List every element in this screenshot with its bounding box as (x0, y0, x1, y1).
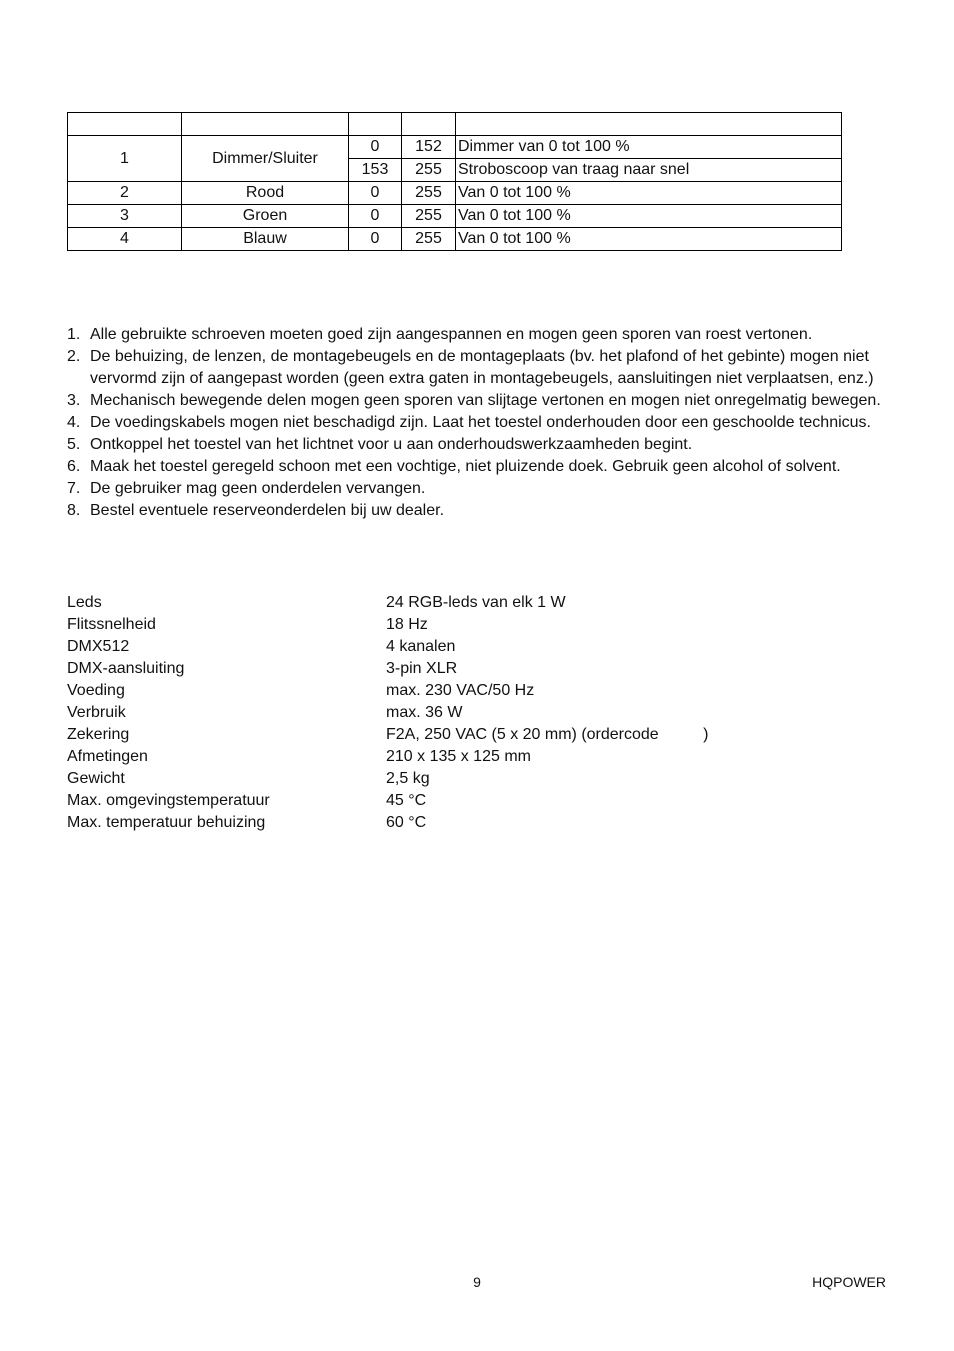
spec-value: max. 230 VAC/50 Hz (386, 682, 535, 699)
spec-key: DMX512 (67, 638, 130, 655)
spec-row (67, 768, 767, 790)
function-cell: Groen (182, 205, 349, 228)
spec-key: Max. omgevingstemperatuur (67, 792, 270, 809)
table-row (68, 228, 842, 251)
spec-key: Flitssnelheid (67, 616, 156, 633)
spec-value: 24 RGB-leds van elk 1 W (386, 594, 566, 611)
table-header-cell (182, 113, 349, 136)
range-from-cell: 0 (349, 182, 402, 205)
brand-footer: HQPOWER (812, 1274, 886, 1290)
list-item-number: 3. (67, 392, 81, 409)
description-cell: Dimmer van 0 tot 100 % (456, 136, 842, 159)
spec-value: F2A, 250 VAC (5 x 20 mm) (ordercode ) (386, 726, 709, 743)
list-item (67, 390, 887, 412)
description-cell: Van 0 tot 100 % (456, 228, 842, 251)
spec-row (67, 680, 767, 702)
spec-key: DMX-aansluiting (67, 660, 185, 677)
list-item-text: De gebruiker mag geen onderdelen vervangen. (90, 480, 426, 497)
list-item-number: 1. (67, 326, 81, 343)
spec-row (67, 746, 767, 768)
list-item (67, 324, 887, 346)
spec-value: 60 °C (386, 814, 427, 831)
list-item-text: Mechanisch bewegende delen mogen geen sporen van slijtage vertonen en mogen niet onregelmatig bewegen. (90, 392, 881, 409)
list-item-text: De behuizing, de lenzen, de montagebeugels en de montageplaats (bv. het plafond of het gebinte) mogen niet vervormd zijn of aangepast worden (geen extra gaten in montagebeugels, aansluitingen niet verplaatsen, enz.) (90, 348, 874, 387)
list-item-text: De voedingskabels mogen niet beschadigd zijn. Laat het toestel onderhouden door een geschoolde technicus. (90, 414, 871, 431)
list-item (67, 500, 887, 522)
spec-row (67, 702, 767, 724)
range-from-cell: 153 (349, 159, 402, 182)
spec-row (67, 658, 767, 680)
spec-row (67, 636, 767, 658)
spec-value: 4 kanalen (386, 638, 456, 655)
spec-row (67, 724, 767, 746)
function-cell: Blauw (182, 228, 349, 251)
table-header-cell (402, 113, 456, 136)
spec-row (67, 790, 767, 812)
spec-value: max. 36 W (386, 704, 463, 721)
description-cell: Van 0 tot 100 % (456, 205, 842, 228)
function-cell: Dimmer/Sluiter (182, 136, 349, 182)
list-item-number: 8. (67, 502, 81, 519)
list-item-number: 5. (67, 436, 81, 453)
spec-key: Leds (67, 594, 102, 611)
table-header-cell (456, 113, 842, 136)
list-item-text: Maak het toestel geregeld schoon met een vochtige, niet pluizende doek. Gebruik geen alcohol of solvent. (90, 458, 841, 475)
maintenance-list (67, 324, 887, 522)
range-to-cell: 255 (402, 205, 456, 228)
spec-key: Zekering (67, 726, 130, 743)
range-to-cell: 255 (402, 159, 456, 182)
channel-cell: 1 (68, 136, 182, 182)
description-cell: Van 0 tot 100 % (456, 182, 842, 205)
table-header-cell (349, 113, 402, 136)
list-item (67, 456, 887, 478)
range-to-cell: 255 (402, 228, 456, 251)
list-item (67, 478, 887, 500)
range-to-cell: 152 (402, 136, 456, 159)
list-item-number: 4. (67, 414, 81, 431)
list-item (67, 412, 887, 434)
list-item-number: 2. (67, 348, 81, 365)
spec-value: 3-pin XLR (386, 660, 458, 677)
table-row (68, 182, 842, 205)
list-item-number: 6. (67, 458, 81, 475)
list-item-text: Alle gebruikte schroeven moeten goed zijn aangespannen en mogen geen sporen van roest vertonen. (90, 326, 813, 343)
range-from-cell: 0 (349, 228, 402, 251)
spec-row (67, 614, 767, 636)
table-row (68, 136, 842, 159)
spec-value: 210 x 135 x 125 mm (386, 748, 531, 765)
table-header-cell (68, 113, 182, 136)
channel-cell: 2 (68, 182, 182, 205)
range-from-cell: 0 (349, 136, 402, 159)
spec-value: 45 °C (386, 792, 427, 809)
range-to-cell: 255 (402, 182, 456, 205)
channel-cell: 3 (68, 205, 182, 228)
list-item-number: 7. (67, 480, 81, 497)
table-row (68, 205, 842, 228)
list-item (67, 434, 887, 456)
spec-key: Verbruik (67, 704, 126, 721)
spec-key: Voeding (67, 682, 125, 699)
spec-key: Gewicht (67, 770, 125, 787)
channel-cell: 4 (68, 228, 182, 251)
spec-key: Max. temperatuur behuizing (67, 814, 266, 831)
list-item-text: Bestel eventuele reserveonderdelen bij uw dealer. (90, 502, 445, 519)
range-from-cell: 0 (349, 205, 402, 228)
description-cell: Stroboscoop van traag naar snel (456, 159, 842, 182)
page-number: 9 (473, 1274, 481, 1290)
list-item (67, 346, 887, 390)
spec-row (67, 592, 767, 614)
spec-row (67, 812, 767, 834)
table-header-row (68, 113, 842, 136)
spec-value: 2,5 kg (386, 770, 430, 787)
list-item-text: Ontkoppel het toestel van het lichtnet voor u aan onderhoudswerkzaamheden begint. (90, 436, 693, 453)
dmx-channel-table (67, 112, 842, 251)
spec-value: 18 Hz (386, 616, 428, 633)
specifications-list (67, 592, 767, 834)
spec-key: Afmetingen (67, 748, 148, 765)
function-cell: Rood (182, 182, 349, 205)
